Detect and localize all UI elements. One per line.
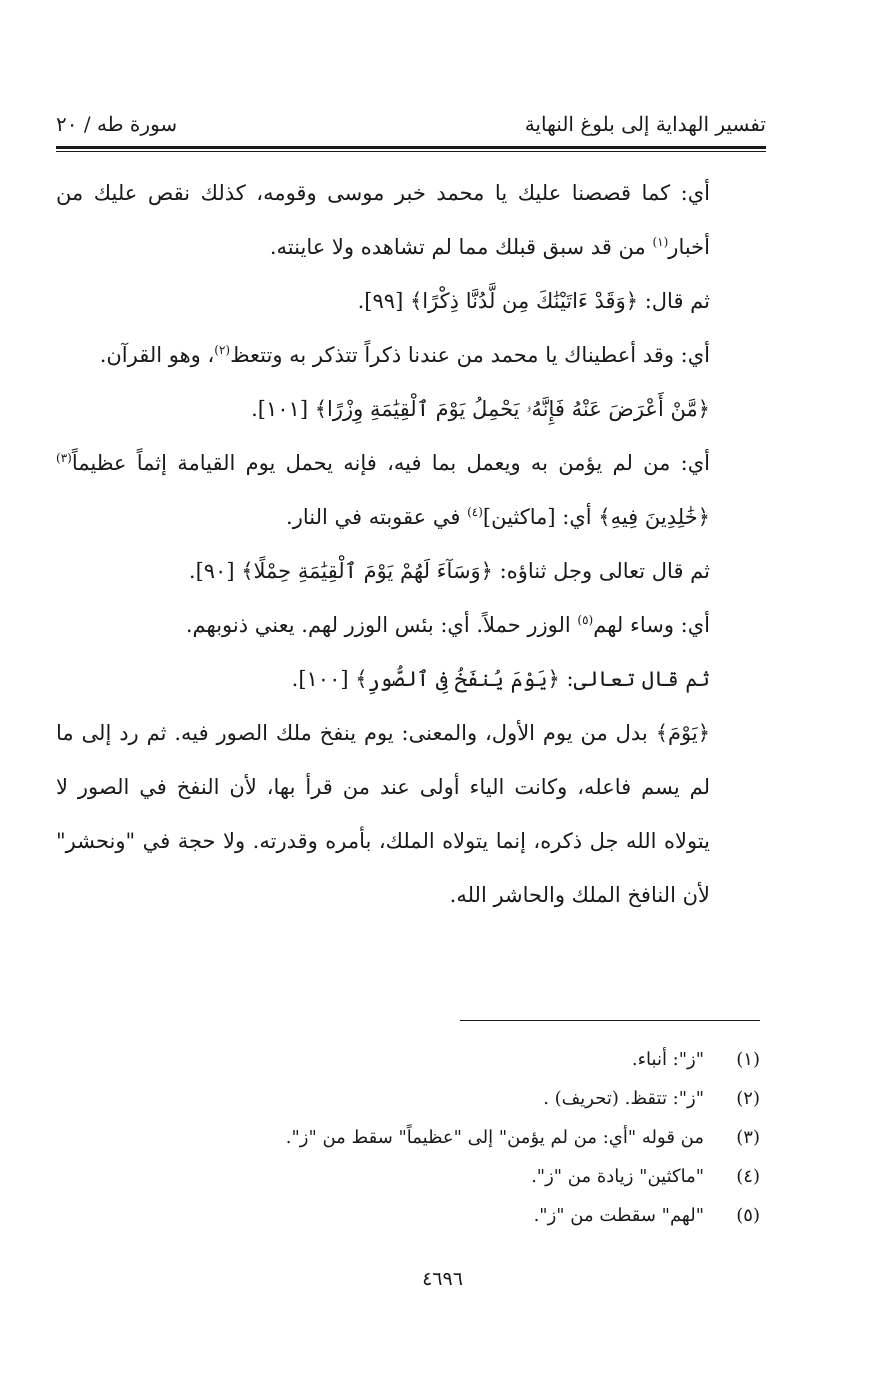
quran-verse: ﴿وَسَآءَ لَهُمْ يَوْمَ ٱلْقِيَٰمَةِ حِمْلًا﴾ xyxy=(241,559,493,583)
paragraph xyxy=(56,544,762,598)
footnotes xyxy=(120,1040,760,1235)
sura-label: سورة طه / ٢٠ xyxy=(56,112,178,136)
quran-verse: ﴿خَٰلِدِينَ فِيهِ﴾ xyxy=(598,505,710,529)
paragraph xyxy=(56,652,762,706)
footnote-ref: (٢) xyxy=(214,343,231,357)
text-run: في عقوبته في النار. xyxy=(286,505,468,529)
paragraph xyxy=(56,274,762,328)
text-run: أي: وقد أعطيناك يا محمد من عندنا ذكراً تتذكر به وتتعظ xyxy=(230,343,710,367)
paragraph xyxy=(56,328,762,382)
footnote-text: من قوله "أي: من لم يؤمن" إلى "عظيماً" سقط من "ز". xyxy=(285,1127,704,1148)
text-run: [٩٩]. xyxy=(357,289,410,313)
paragraph xyxy=(56,436,762,544)
text-run: الوزر حملاً. أي: بئس الوزر لهم. يعني ذنوبهم. xyxy=(185,613,578,637)
paragraph xyxy=(56,598,762,652)
footnote-number: (١) xyxy=(736,1049,760,1070)
quran-verse: ﴿وَقَدْ ءَاتَيْنَٰكَ مِن لَّدُنَّا ذِكْرًا﴾ xyxy=(409,289,639,313)
footnote-text: "لهم" سقطت من "ز". xyxy=(533,1205,704,1226)
quran-verse: ﴿يَوْمَ﴾ xyxy=(655,721,710,745)
footnote-number: (٥) xyxy=(736,1205,760,1226)
footnote xyxy=(120,1079,760,1118)
footnote-ref: (١) xyxy=(652,235,669,249)
footnote xyxy=(120,1118,760,1157)
paragraph xyxy=(56,166,762,274)
book-title: تفسير الهداية إلى بلوغ النهاية xyxy=(524,112,766,136)
text-run: أي: [ماكثين] xyxy=(482,505,599,529)
text-run: أي: وساء لهم xyxy=(593,613,710,637)
footnote-ref: (٥) xyxy=(577,613,594,627)
footnote-text: "ماكثين" زيادة من "ز". xyxy=(531,1166,704,1187)
running-header xyxy=(56,108,766,144)
text-run: من قد سبق قبلك مما لم تشاهده ولا عاينته. xyxy=(269,235,653,259)
text-run: [١٠٠]. xyxy=(291,667,356,691)
quran-verse: ﴿مَّنْ أَعْرَضَ عَنْهُ فَإِنَّهُۥ يَحْمِلُ يَوْمَ ٱلْقِيَٰمَةِ وِزْرًا﴾ xyxy=(314,397,710,421)
quran-verse: ﴿يَوْمَ يُنفَخُ فِى ٱلصُّورِ﴾ xyxy=(355,667,560,691)
footnote xyxy=(120,1040,760,1079)
text-run: ثم قال تعالى وجل ثناؤه: xyxy=(493,559,710,583)
text-run: [١٠١]. xyxy=(251,397,315,421)
text-run: [٩٠]. xyxy=(188,559,242,583)
text-run: ثم قال تعالى: xyxy=(559,667,710,691)
page-number: ٤٦٩٦ xyxy=(422,1268,463,1290)
footnote-separator xyxy=(460,1020,760,1021)
paragraph xyxy=(56,382,762,436)
footnote-text: "ز": تتقظ. (تحريف) . xyxy=(543,1088,704,1109)
text-run: بدل من يوم الأول، والمعنى: يوم ينفخ ملك الصور فيه. ثم رد إلى ما لم يسم فاعله، وكانت الياء أولى عند من قرأ بها، لأن النفخ في الصور لا يتولاه الله جل ذكره، إنما يتولاه الملك، بأمره وقدرته. ولا حجة في "ونحشر" لأن النافخ الملك والحاشر الله. xyxy=(56,721,710,907)
footnote-text: "ز": أنباء. xyxy=(631,1049,704,1070)
footnote-ref: (٣) xyxy=(56,451,72,465)
paragraph xyxy=(56,706,762,922)
header-rule-thin xyxy=(56,151,766,152)
footnote-number: (٢) xyxy=(736,1088,760,1109)
footnote xyxy=(120,1157,760,1196)
header-rule xyxy=(56,146,766,149)
text-run: ، وهو القرآن. xyxy=(99,343,215,367)
footnote-number: (٣) xyxy=(736,1127,760,1148)
footnote xyxy=(120,1196,760,1235)
body-text xyxy=(56,166,762,922)
text-run: أي: كما قصصنا عليك يا محمد خبر موسى وقومه، كذلك نقص عليك من أخبار xyxy=(56,181,710,259)
text-run: أي: من لم يؤمن به ويعمل بما فيه، فإنه يحمل يوم القيامة إثماً عظيماً xyxy=(71,451,710,475)
footnote-number: (٤) xyxy=(736,1166,760,1187)
footnote-ref: (٤) xyxy=(467,505,483,519)
text-run: ثم قال: xyxy=(638,289,710,313)
